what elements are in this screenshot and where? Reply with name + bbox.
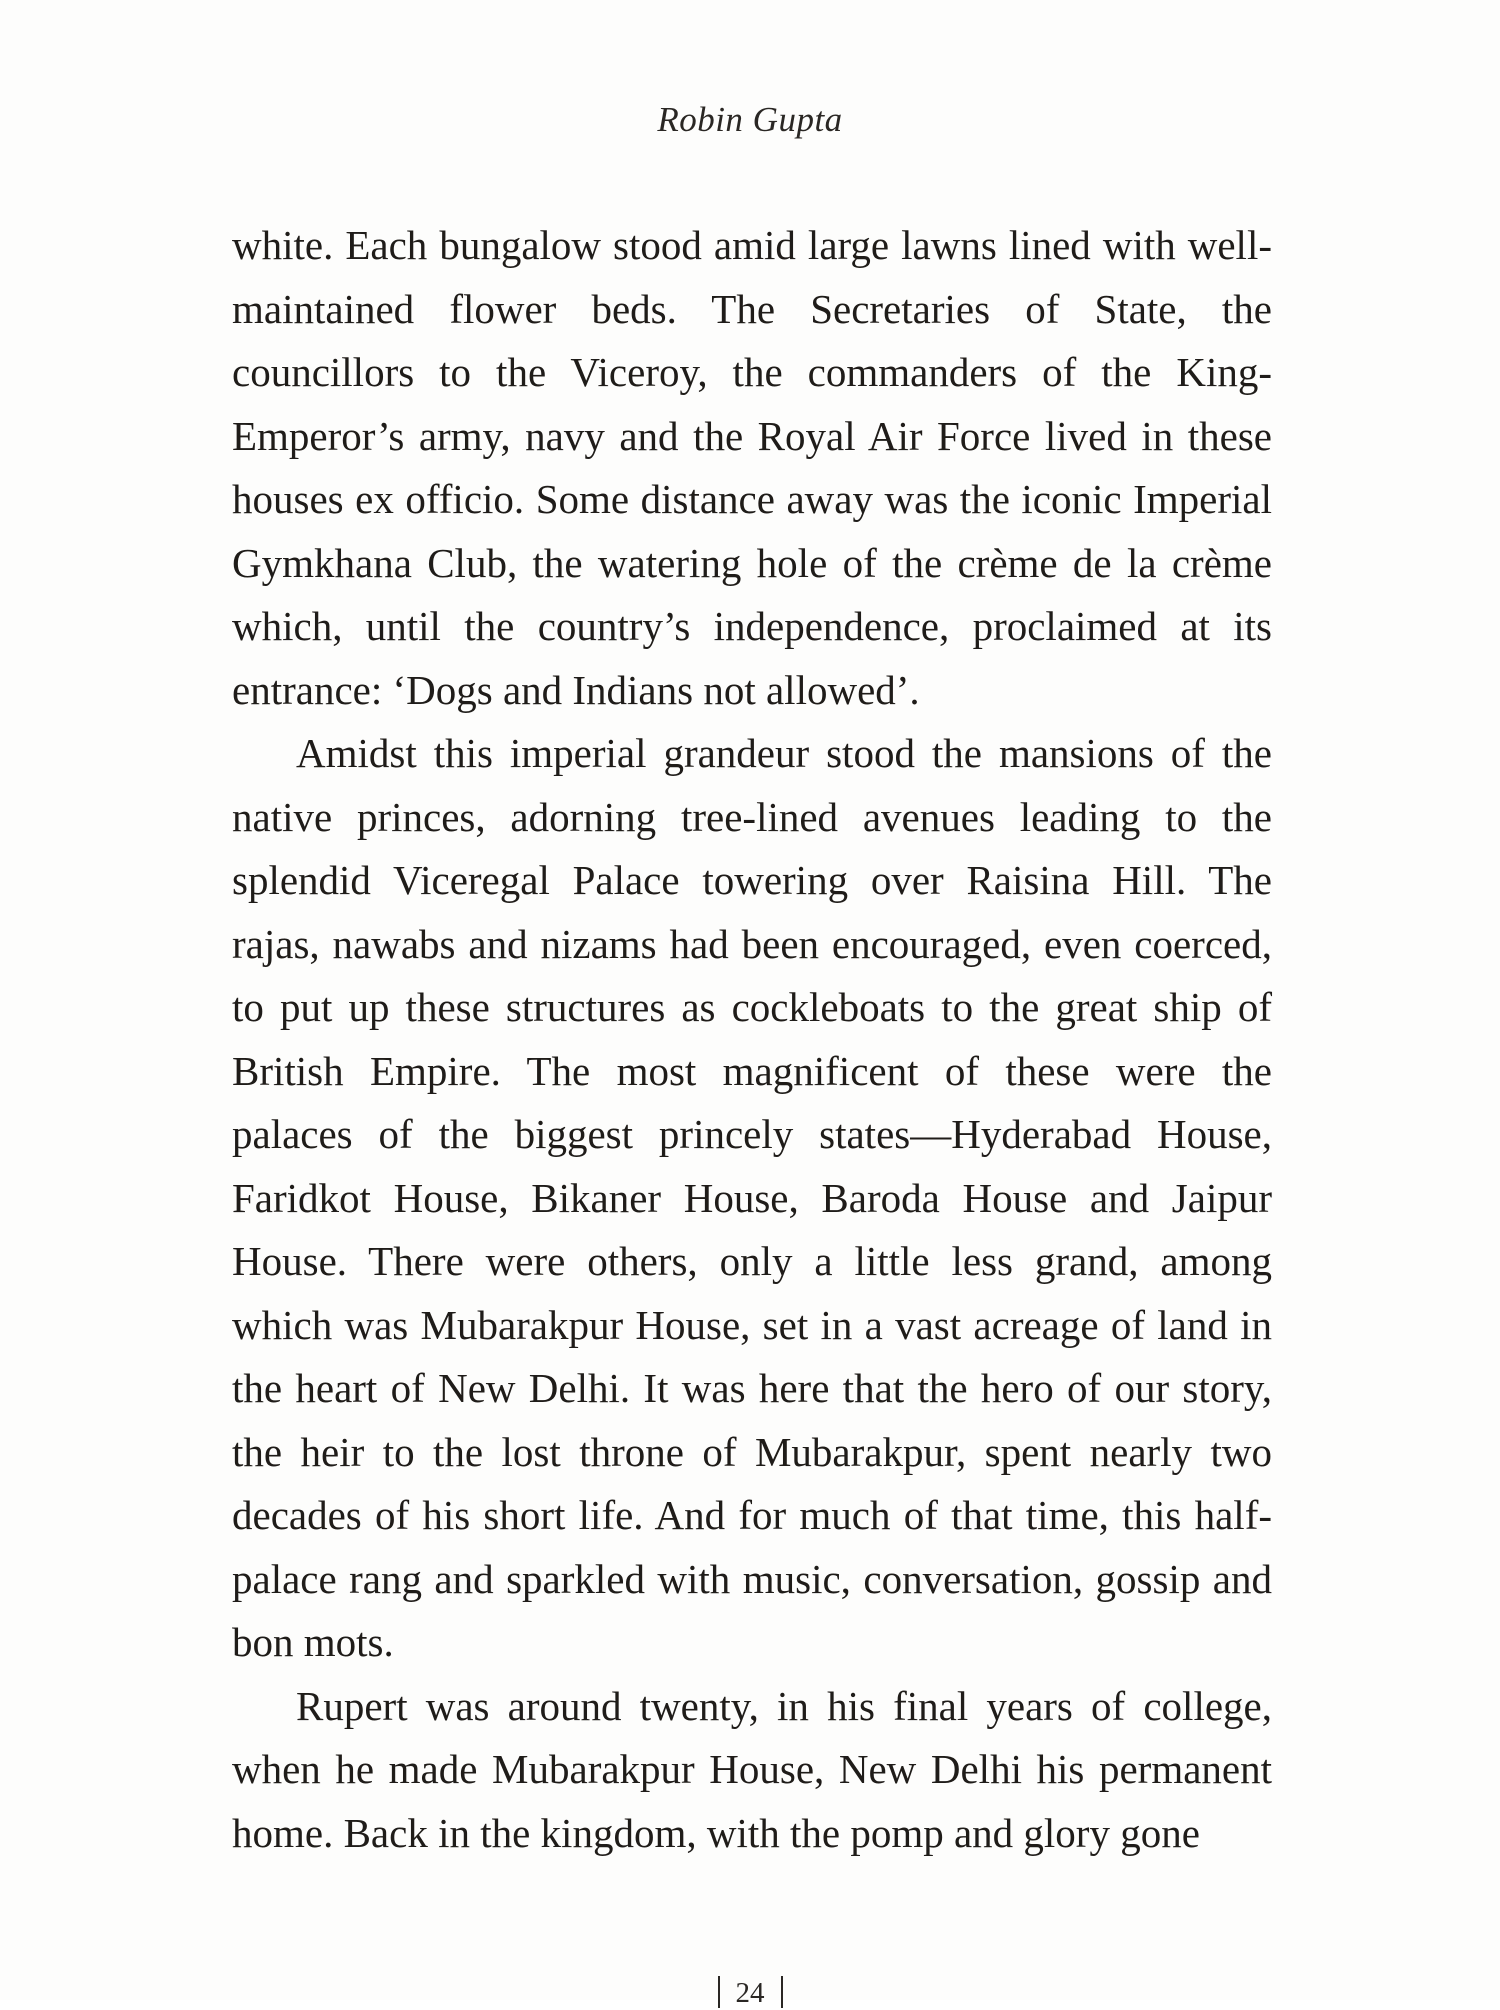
running-head-author: Robin Gupta [657, 100, 843, 139]
paragraph-3: Rupert was around twenty, in his final years of college, when he made Mubarakpur House, New Delhi his permanent home. Back in the kingdom, with the pomp and glory gone [232, 1682, 1272, 1856]
body-text [232, 214, 1272, 1865]
paragraph-1: white. Each bungalow stood amid large lawns lined with well-maintained flower beds. The Secretaries of State, the councillors to the Viceroy, the commanders of the King-Emperor’s army, navy and the Royal Air Force lived in these houses ex officio. Some distance away was the iconic Imperial Gymkhana Club, the watering hole of the crème de la crème which, until the country’s independence, proclaimed at its entrance: ‘Dogs and Indians not allowed’. [232, 222, 1272, 713]
page-folio [0, 1976, 1500, 2010]
page-number: 24 [735, 1977, 765, 2009]
folio-left-rule [718, 1976, 720, 2008]
folio-right-rule [781, 1976, 783, 2008]
paragraph-2: Amidst this imperial grandeur stood the mansions of the native princes, adorning tree-lined avenues leading to the splendid Viceregal Palace towering over Raisina Hill. The rajas, nawabs and nizams had been encouraged, even coerced, to put up these structures as cockleboats to the great ship of British Empire. The most magnificent of these were the palaces of the biggest princely states—Hyderabad House, Faridkot House, Bikaner House, Baroda House and Jaipur House. There were others, only a little less grand, among which was Mubarakpur House, set in a vast acreage of land in the heart of New Delhi. It was here that the hero of our story, the heir to the lost throne of Mubarakpur, spent nearly two decades of his short life. And for much of that time, this half-palace rang and sparkled with music, conversation, gossip and bon mots. [232, 730, 1272, 1665]
